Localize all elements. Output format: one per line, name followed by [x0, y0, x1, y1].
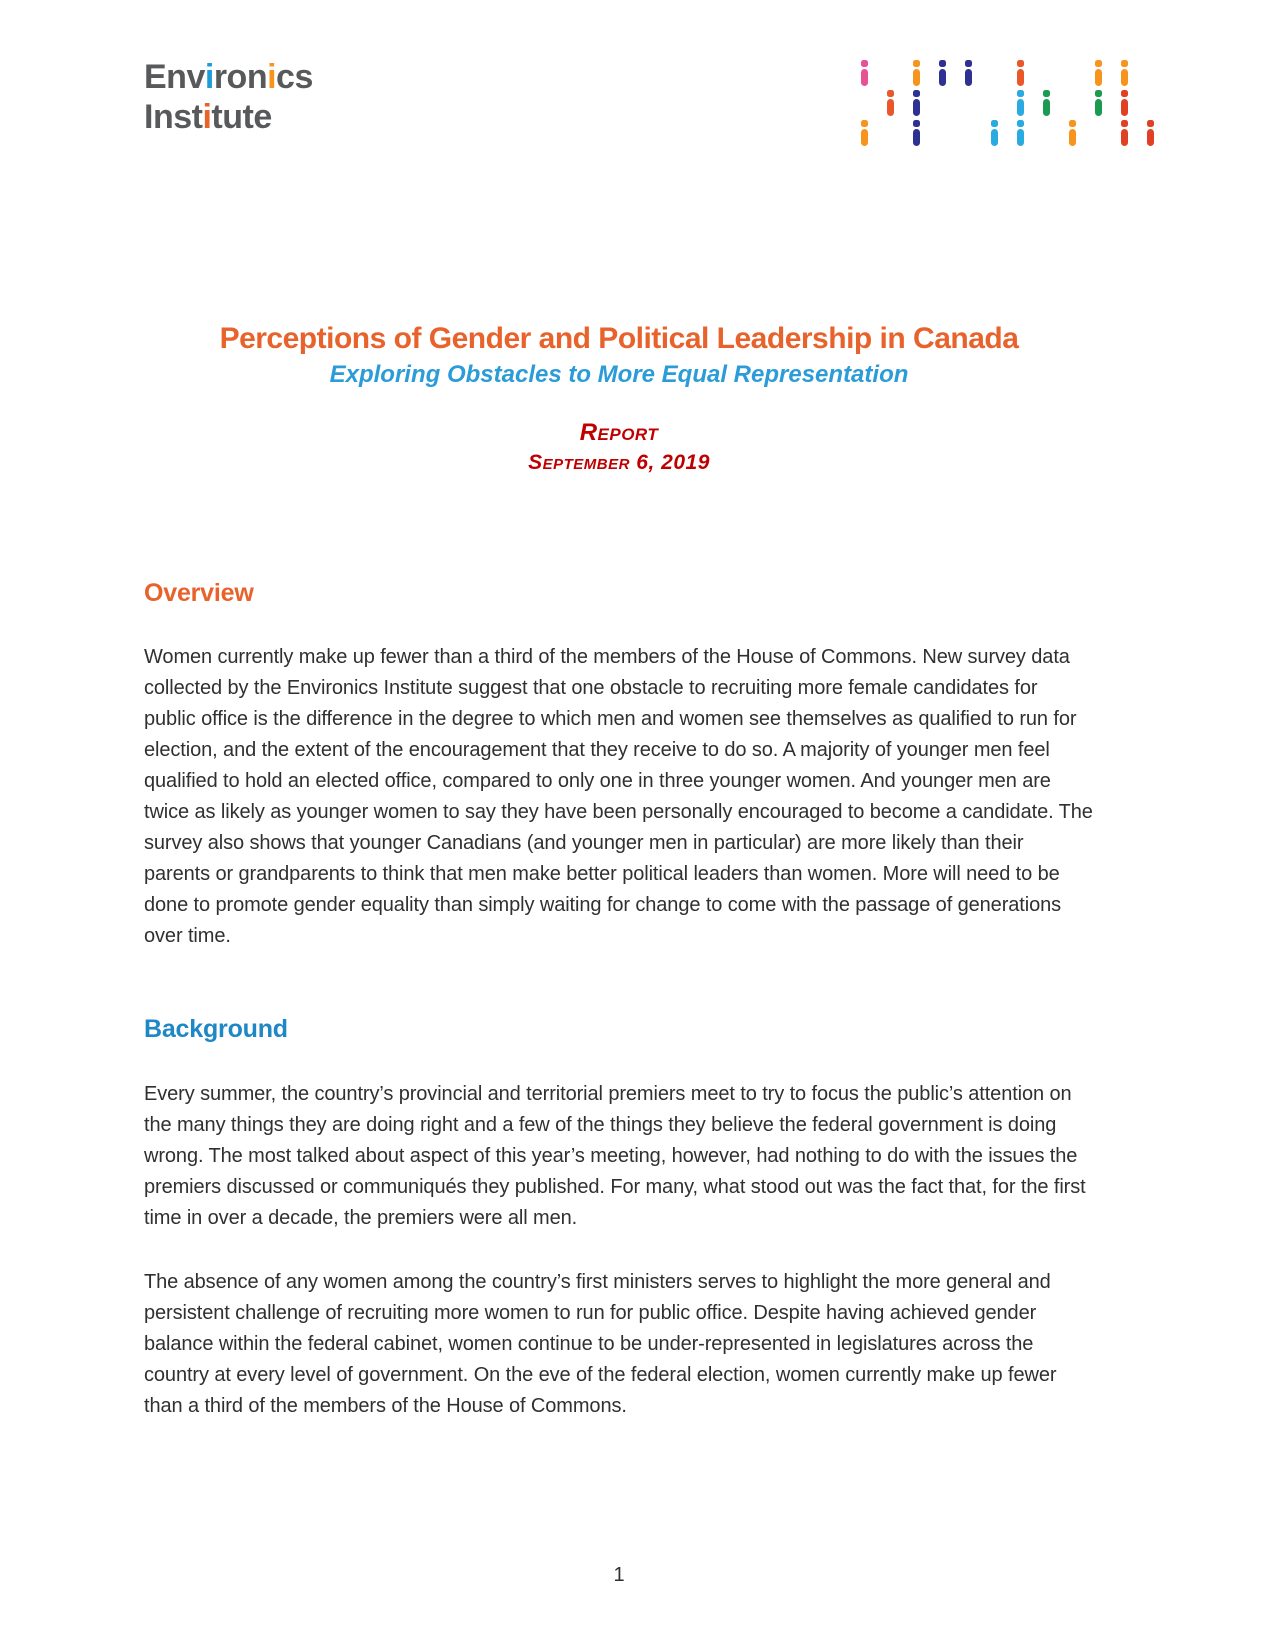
page-content — [144, 320, 1094, 1422]
i-glyph-icon — [1111, 59, 1137, 89]
background-paragraph-2: The absence of any women among the country’s first ministers serves to highlight the more general and persistent challenge of recruiting more women to run for public office. Despite having achieved gender balance within the federal cabinet, women continue to be under-represented in legislatures across the country at every level of government. On the eve of the federal election, women currently make up fewer than a third of the members of the House of Commons. — [144, 1271, 1057, 1417]
i-glyph-icon — [955, 59, 981, 89]
logo-letter-segment: Env — [144, 58, 205, 96]
page-header — [0, 0, 1275, 149]
i-glyph-icon — [851, 119, 877, 149]
background-heading: Background — [144, 1015, 288, 1043]
i-glyph-icon — [1137, 119, 1163, 149]
logo-letter-segment: tute — [211, 98, 272, 136]
logo-line-environics — [144, 57, 313, 97]
i-glyph-icon — [929, 59, 955, 89]
logo-letter-segment: Inst — [144, 98, 203, 136]
i-glyph-icon — [1111, 119, 1137, 149]
report-date: September 6, 2019 — [528, 451, 710, 474]
i-glyph-icon — [903, 89, 929, 119]
document-title: Perceptions of Gender and Political Leadership in Canada — [219, 322, 1019, 355]
report-block — [144, 418, 1094, 478]
logo-letter-segment: i — [267, 58, 277, 96]
document-subtitle: Exploring Obstacles to More Equal Representation — [329, 361, 909, 388]
i-glyph-icon — [1033, 89, 1059, 119]
i-glyph-icon — [877, 89, 903, 119]
i-glyph-icon — [1085, 89, 1111, 119]
i-glyph-icon — [981, 119, 1007, 149]
dots-pattern — [851, 59, 1163, 149]
i-glyph-icon — [1059, 119, 1085, 149]
logo-letter-segment: ron — [213, 58, 268, 96]
i-glyph-icon — [851, 59, 877, 89]
i-glyph-icon — [1007, 59, 1033, 89]
logo-letter-segment: cs — [276, 58, 313, 96]
background-paragraph-1: Every summer, the country’s provincial and territorial premiers meet to try to focus the public’s attention on the many things they are doing right and a few of the things they believe the federal government is doing wrong. The most talked about aspect of this year’s meeting, however, had nothing to do with the issues the premiers discussed or communiqués they published. For many, what stood out was the fact that, for the first time in over a decade, the premiers were all men. — [144, 1083, 1086, 1229]
i-glyph-icon — [1007, 119, 1033, 149]
page-number: 1 — [613, 1564, 625, 1586]
title-block — [144, 320, 1094, 392]
i-glyph-icon — [903, 59, 929, 89]
i-glyph-icon — [1111, 89, 1137, 119]
overview-heading: Overview — [144, 579, 254, 607]
i-glyph-icon — [903, 119, 929, 149]
logo-letter-segment: i — [202, 98, 212, 136]
logo-letter-segment: i — [204, 58, 214, 96]
logo-line-institute — [144, 97, 313, 137]
i-glyph-icon — [1085, 59, 1111, 89]
report-label: Report — [579, 419, 659, 446]
overview-paragraph: Women currently make up fewer than a third of the members of the House of Commons. New survey data collected by the Environics Institute suggest that one obstacle to recruiting more female candidates for public office is the difference in the degree to which men and women see themselves as qualified to run for election, and the extent of the encouragement that they receive to do so. A majority of younger men feel qualified to hold an elected office, compared to only one in three younger women. And younger men are twice as likely as younger women to say they have been personally encouraged to become a candidate. The survey also shows that younger Canadians (and younger men in particular) are more likely than their parents or grandparents to think that men make better political leaders than women. More will need to be done to promote gender equality than simply waiting for change to come with the passage of generations over time. — [144, 646, 1093, 947]
environics-institute-logo — [144, 57, 313, 137]
i-glyph-icon — [1007, 89, 1033, 119]
